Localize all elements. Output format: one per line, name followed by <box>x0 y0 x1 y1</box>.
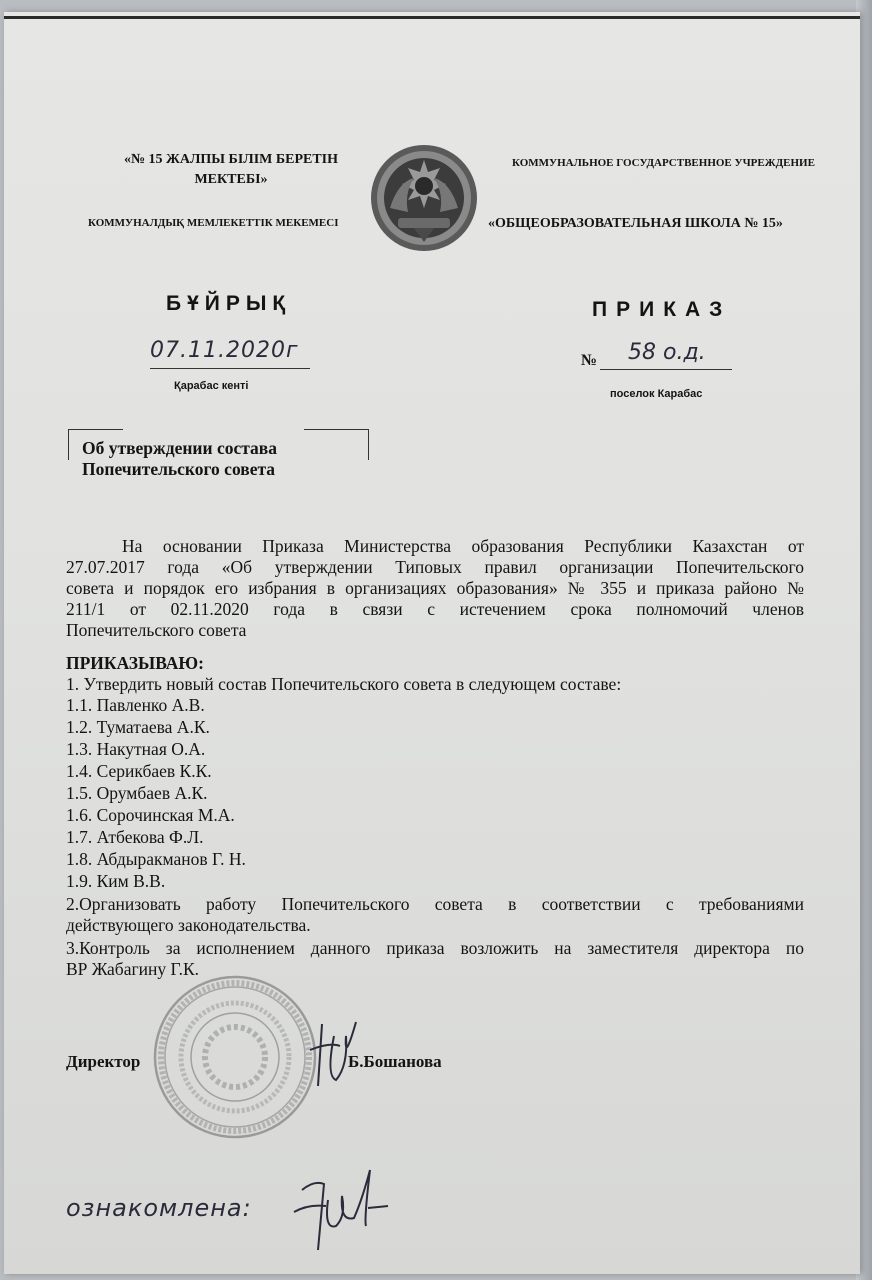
order-number-handwritten: 58 о.д. <box>628 340 706 365</box>
order-title-ru: ПРИКАЗ <box>592 298 732 321</box>
preamble-line: На основании Приказа Министерства образования Республики Казахстан от <box>122 536 804 556</box>
item-2 <box>66 894 804 936</box>
ru-institution-type: КОММУНАЛЬНОЕ ГОСУДАРСТВЕННОЕ УЧРЕЖДЕНИЕ <box>512 157 815 169</box>
document-page <box>4 12 860 1274</box>
acknowledgement-signature <box>284 1160 394 1260</box>
ru-school-name: «ОБЩЕОБРАЗОВАТЕЛЬНАЯ ШКОЛА № 15» <box>488 216 783 231</box>
preamble-line: совета и порядок его избрания в организациях образования» № 355 и приказа районо № <box>66 578 804 598</box>
director-signature <box>300 1016 370 1096</box>
member-item: 1.8. Абдыракманов Г. Н. <box>66 849 246 869</box>
preamble-line: 27.07.2017 года «Об утверждении Типовых правил организации Попечительского <box>66 557 804 577</box>
signatory-title: Директор <box>66 1052 141 1071</box>
date-underline <box>150 368 310 369</box>
kz-institution-type: КОММУНАЛДЫҚ МЕМЛЕКЕТТІК МЕКЕМЕСІ <box>88 217 339 229</box>
item-1: 1. Утвердить новый состав Попечительского совета в следующем составе: <box>66 674 622 694</box>
kz-school-line2: МЕКТЕБІ» <box>194 172 268 187</box>
member-item: 1.9. Ким В.В. <box>66 871 166 891</box>
member-item: 1.5. Орумбаев А.К. <box>66 783 208 803</box>
item-3-line2: ВР Жабагину Г.К. <box>66 959 200 979</box>
member-item: 1.2. Туматаева А.К. <box>66 717 210 737</box>
kz-school-name <box>96 150 366 190</box>
order-word: ПРИКАЗЫВАЮ: <box>66 653 204 673</box>
order-title-kz: БҰЙРЫҚ <box>166 292 292 315</box>
member-item: 1.7. Атбекова Ф.Л. <box>66 827 204 847</box>
item-2-line2: действующего законодательства. <box>66 915 311 935</box>
member-item: 1.1. Павленко А.В. <box>66 695 205 715</box>
preamble-line: 211/1 от 02.11.2020 года в связи с истечением срока полномочий членов <box>66 599 804 619</box>
preamble-line: Попечительского совета <box>66 620 247 640</box>
subject-line1: Об утверждении состава <box>82 438 278 458</box>
member-item: 1.3. Накутная О.А. <box>66 739 206 759</box>
subject-line2: Попечительского совета <box>82 459 276 479</box>
order-subject <box>82 438 277 480</box>
preamble <box>66 536 804 641</box>
acknowledgement-label: ознакомлена: <box>66 1194 252 1222</box>
place-ru: поселок Карабас <box>610 388 703 400</box>
item-2-line1: 2.Организовать работу Попечительского совета в соответствии с требованиями <box>66 894 804 914</box>
official-stamp <box>150 972 320 1142</box>
member-item: 1.6. Сорочинская М.А. <box>66 805 235 825</box>
top-edge-line <box>4 16 860 19</box>
order-date-handwritten: 07.11.2020г <box>150 338 299 363</box>
place-kz: Қарабас кенті <box>174 380 249 392</box>
kz-school-line1: «№ 15 ЖАЛПЫ БІЛІМ БЕРЕТІН <box>123 152 339 167</box>
signatory-name: Б.Бошанова <box>348 1052 442 1071</box>
order-number-prefix: № <box>581 352 598 369</box>
subject-bracket-right <box>304 429 369 460</box>
member-item: 1.4. Серикбаев К.К. <box>66 761 212 781</box>
state-emblem-icon <box>368 142 480 254</box>
number-underline <box>600 369 732 370</box>
item-3-line1: 3.Контроль за исполнением данного приказа возложить на заместителя директора по <box>66 938 804 958</box>
